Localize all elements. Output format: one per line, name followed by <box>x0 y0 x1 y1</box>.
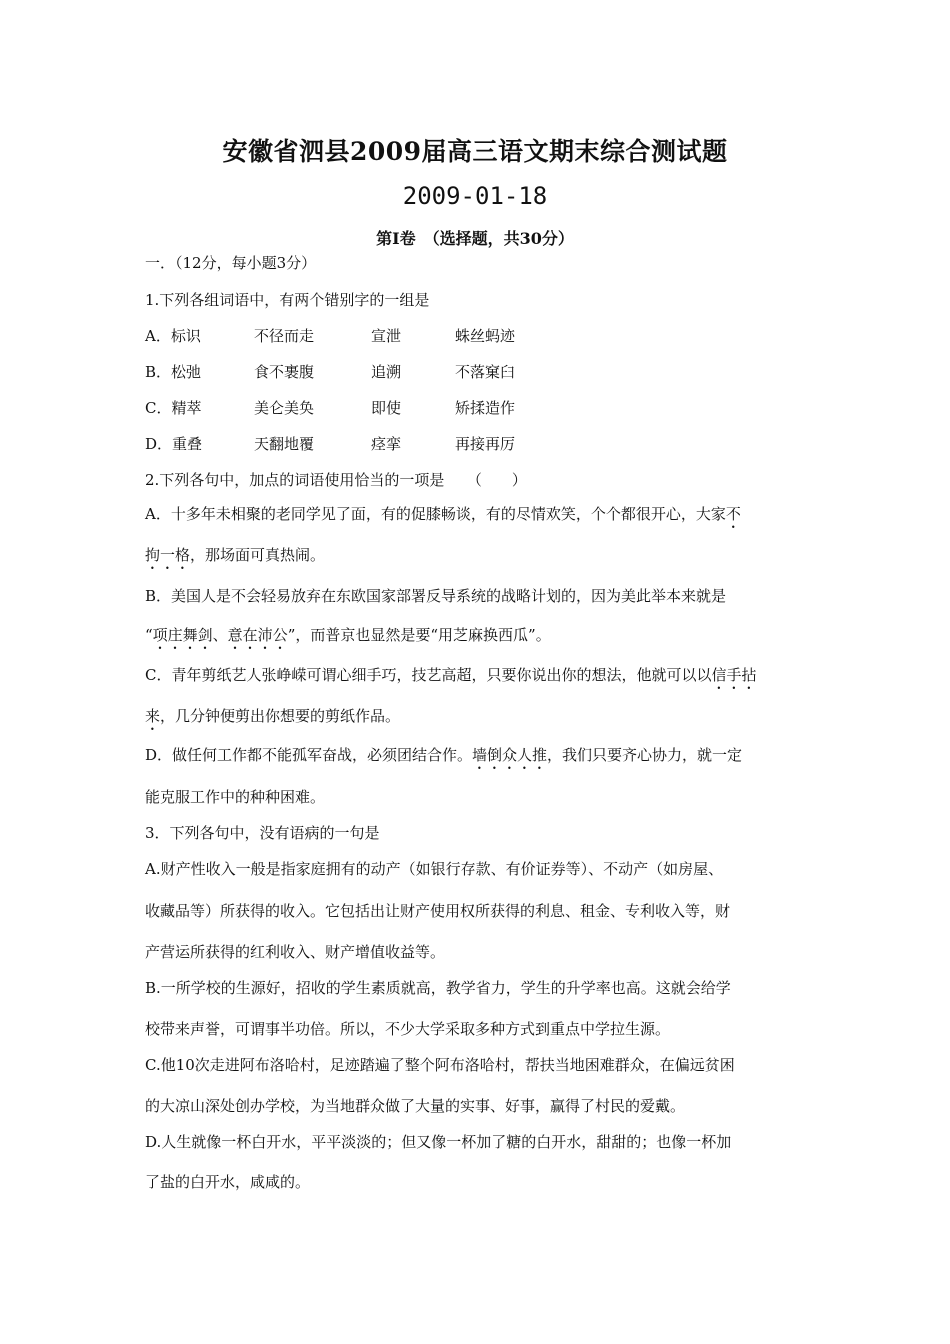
q1-stem: 1.下列各组词语中，有两个错别字的一组是 <box>145 291 430 309</box>
q2-option-d-text-cont: ，我们只要齐心协力，就一定 <box>547 746 743 764</box>
q1-option-d-word1: D．重叠 <box>145 435 203 453</box>
q3-option-c-line2: 的大凉山深处创办学校，为当地群众做了大量的实事、好事，赢得了村民的爱戴。 <box>145 1097 686 1115</box>
q2-option-d-emphasis: 墙倒众人推 <box>472 746 548 764</box>
q2-option-c-emphasis: 信手拈 <box>711 666 757 684</box>
q1-option-d-word2: 天翻地覆 <box>254 435 315 453</box>
q3-option-c-line1: C.他10次走进阿布洛哈村，足迹踏遍了整个阿布洛哈村，帮扶当地困难群众，在偏远贫困 <box>145 1056 735 1074</box>
q2-option-b-line1: B．美国人是不会轻易放弃在东欧国家部署反导系统的战略计划的，因为美此举本来就是 <box>145 587 727 605</box>
q1-option-a-word2: 不径而走 <box>254 327 315 345</box>
q2-option-c-line1 <box>145 664 757 693</box>
q3-option-a-line2: 收藏品等）所获得的收入。它包括出让财产使用权所获得的利息、租金、专利收入等，财 <box>145 902 731 920</box>
q2-option-a-line1 <box>145 503 741 532</box>
q2-option-d-line1 <box>145 744 742 773</box>
q2-option-b-line2 <box>145 624 551 653</box>
q2-option-c-emphasis-cont: 来 <box>145 707 161 725</box>
exam-date: 2009-01-18 <box>402 182 548 210</box>
q2-option-c-text: C．青年剪纸艺人张峥嵘可谓心细手巧，技艺高超，只要你说出你的想法，他就可以以 <box>145 666 712 684</box>
q2-option-a-text: A．十多年未相聚的老同学见了面，有的促膝畅谈，有的尽情欢笑，个个都很开心，大家 <box>145 505 726 523</box>
q2-option-a-text-cont: ，那场面可真热闹。 <box>190 546 326 564</box>
q2-option-a-line2 <box>145 544 325 573</box>
volume-heading: 第Ⅰ卷 （选择题，共30分） <box>376 229 574 248</box>
q2-option-c-text-cont: ，几分钟便剪出你想要的剪纸作品。 <box>160 707 401 725</box>
q1-option-d-word4: 再接再厉 <box>455 435 516 453</box>
section-one-heading: 一．（12分，每小题3分） <box>145 254 317 272</box>
q1-option-b-word2: 食不裹腹 <box>254 363 315 381</box>
q2-option-c-line2 <box>145 705 400 734</box>
q2-option-a-emphasis: 不 <box>725 505 741 523</box>
q3-option-b-line2: 校带来声誉，可谓事半功倍。所以，不少大学采取多种方式到重点中学拉生源。 <box>145 1020 671 1038</box>
q2-option-b-quote-open: “ <box>145 626 153 644</box>
q1-option-c-word2: 美仑美奂 <box>254 399 315 417</box>
q2-option-d-text: D．做任何工作都不能孤军奋战，必须团结合作。 <box>145 746 473 764</box>
q1-option-b-word3: 追溯 <box>371 363 402 381</box>
q1-option-a-word3: 宣泄 <box>371 327 402 345</box>
q2-option-b-text-cont: ”，而普京也显然是要“用芝麻换西瓜”。 <box>287 626 551 644</box>
q2-stem: 2.下列各句中，加点的词语使用恰当的一项是 （ ） <box>145 471 527 489</box>
q3-option-d-line1: D.人生就像一杯白开水，平平淡淡的；但又像一杯加了糖的白开水，甜甜的；也像一杯加 <box>145 1133 732 1151</box>
q1-option-c-word1: C．精萃 <box>145 399 202 417</box>
q2-option-d-line2: 能克服工作中的种种困难。 <box>145 788 326 806</box>
q1-option-d-word3: 痉挛 <box>371 435 402 453</box>
q2-option-b-emphasis: 项庄舞剑、意在沛公 <box>152 626 288 644</box>
q1-option-a-word1: A．标识 <box>145 327 201 345</box>
exam-title: 安徽省泗县2009届高三语文期末综合测试题 <box>222 137 728 166</box>
q3-option-b-line1: B.一所学校的生源好，招收的学生素质就高，教学省力，学生的升学率也高。这就会给学 <box>145 979 731 997</box>
q2-option-a-emphasis-cont: 拘一格 <box>145 546 191 564</box>
q1-option-c-word4: 矫揉造作 <box>455 399 516 417</box>
q1-option-c-word3: 即使 <box>371 399 402 417</box>
q3-option-a-line1: A.财产性收入一般是指家庭拥有的动产（如银行存款、有价证券等）、不动产（如房屋、 <box>145 860 724 878</box>
q1-option-a-word4: 蛛丝蚂迹 <box>455 327 516 345</box>
q1-option-b-word1: B．松弛 <box>145 363 202 381</box>
q1-option-b-word4: 不落窠臼 <box>455 363 516 381</box>
q3-option-d-line2: 了盐的白开水，咸咸的。 <box>145 1173 311 1191</box>
q3-option-a-line3: 产营运所获得的红利收入、财产增值收益等。 <box>145 943 446 961</box>
q3-stem: 3．下列各句中，没有语病的一句是 <box>145 824 380 842</box>
